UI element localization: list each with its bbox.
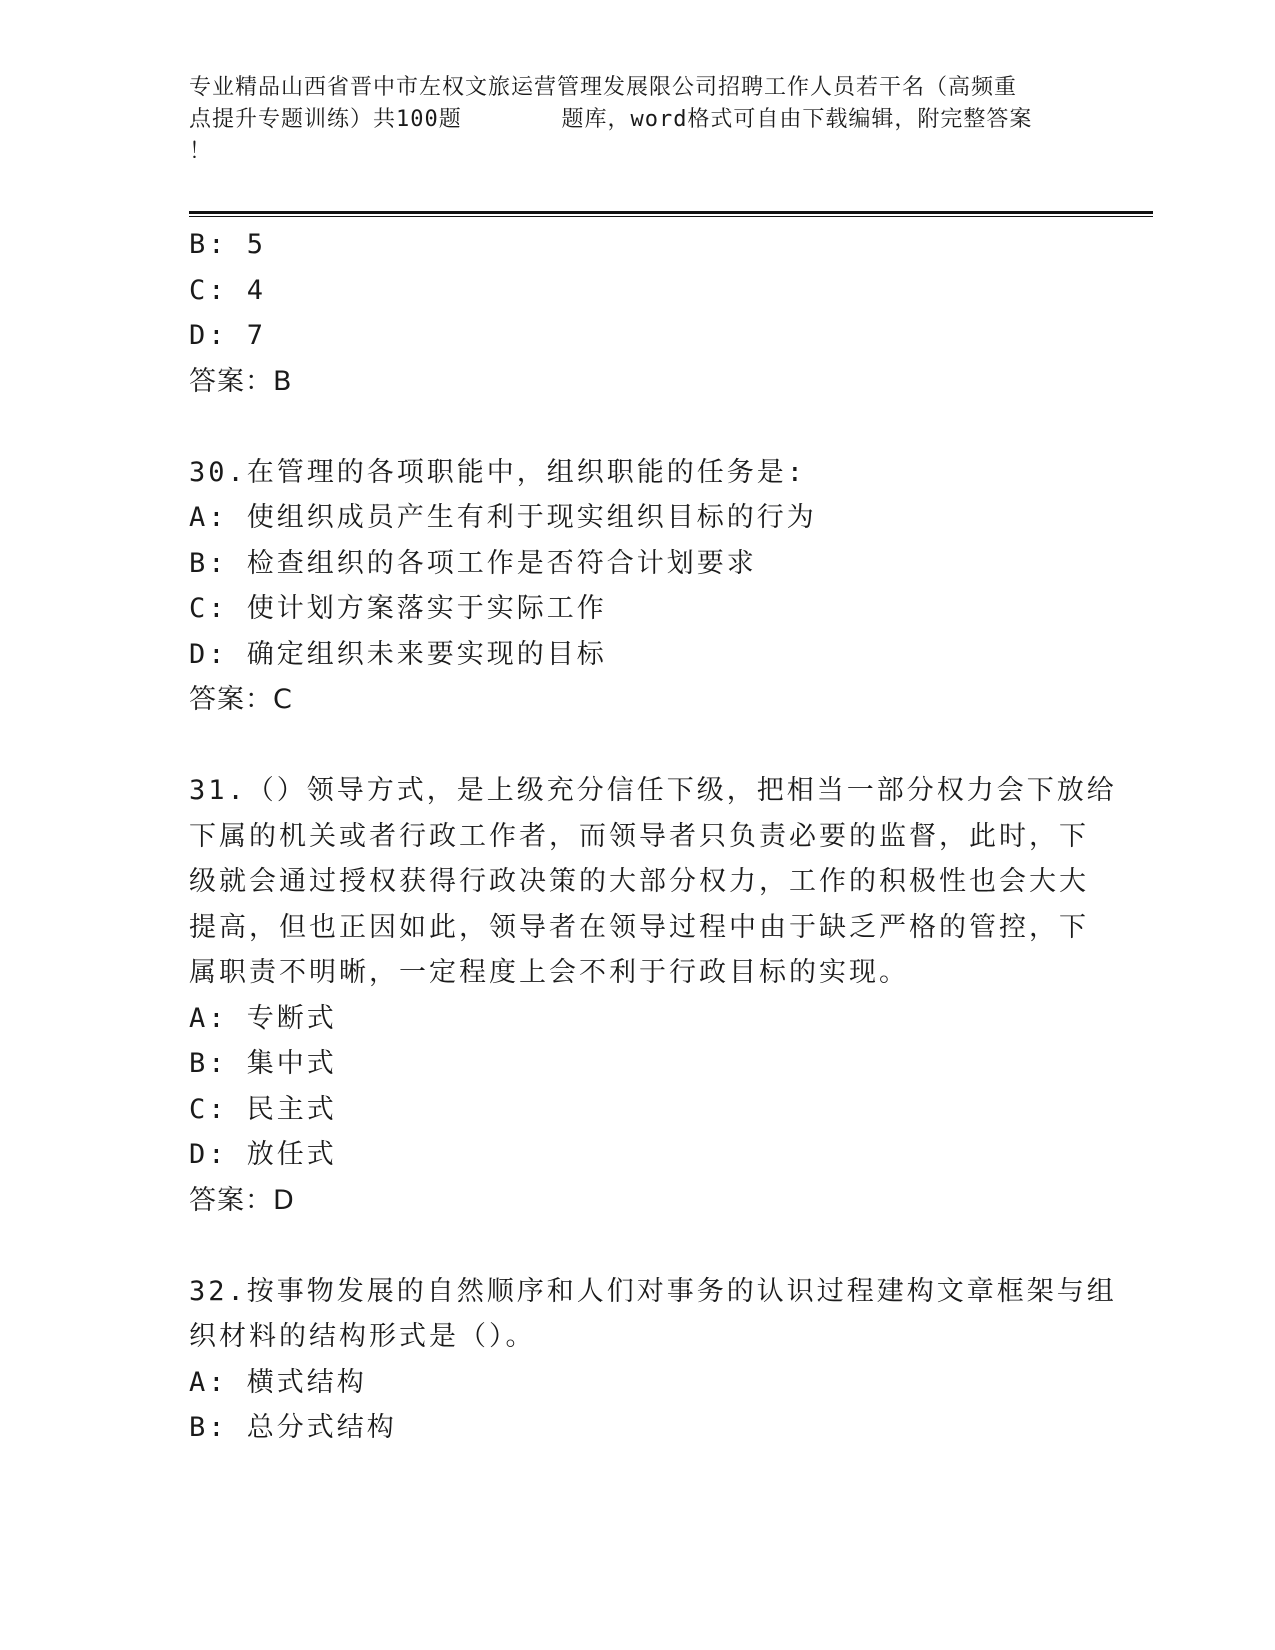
option-b: B: 总分式结构: [189, 1412, 397, 1443]
question-content: [189, 222, 1117, 1451]
option-b: B: 5: [189, 229, 267, 260]
header-title-line-1: 专业精品山西省晋中市左权文旅运营管理发展限公司招聘工作人员若干名（高频重: [189, 75, 1018, 100]
option-b: B: 检查组织的各项工作是否符合计划要求: [189, 547, 757, 579]
answer-label: 答案：D: [189, 1184, 295, 1216]
question-stem-line: 32.按事物发展的自然顺序和人们对事务的认识过程建构文章框架与组: [189, 1275, 1117, 1307]
option-d: D: 7: [189, 320, 267, 351]
option-c: C: 4: [189, 274, 267, 306]
option-a: A: 横式结构: [189, 1366, 367, 1398]
option-a: A: 专断式: [189, 1002, 337, 1034]
question-stem-line: 提高，但也正因如此，领导者在领导过程中由于缺乏严格的管控，下: [189, 911, 1089, 943]
header-divider-thin: [189, 216, 1153, 217]
question-30-block: [189, 450, 1089, 723]
question-stem-line: 属职责不明晰，一定程度上会不利于行政目标的实现。: [189, 957, 909, 988]
header-title-line-2: 点提升专题训练）共100题 题库，word格式可自由下载编辑，附完整答案: [189, 107, 1033, 132]
option-b: B: 集中式: [189, 1048, 337, 1079]
question-32-block: [189, 1269, 1117, 1451]
question-stem-line: 织材料的结构形式是（）。: [189, 1321, 536, 1352]
spacer: [189, 1223, 1089, 1269]
spacer: [189, 723, 1089, 769]
question-stem-line: 31.（）领导方式，是上级充分信任下级，把相当一部分权力会下放给: [189, 775, 1117, 806]
spacer: [189, 404, 1089, 450]
header-title-line-3: ！: [189, 139, 213, 164]
question-stem-line: 级就会通过授权获得行政决策的大部分权力，工作的积极性也会大大: [189, 866, 1089, 897]
answer-label: 答案：B: [189, 365, 293, 397]
answer-label: 答案：C: [189, 684, 293, 715]
option-a: A: 使组织成员产生有利于现实组织目标的行为: [189, 502, 817, 533]
document-header: [189, 72, 1089, 168]
option-d: D: 放任式: [189, 1139, 337, 1170]
option-d: D: 确定组织未来要实现的目标: [189, 638, 607, 670]
question-stem: 30.在管理的各项职能中，组织职能的任务是:: [189, 456, 807, 488]
header-divider-thick: [189, 211, 1153, 214]
question-stem-line: 下属的机关或者行政工作者，而领导者只负责必要的监督，此时，下: [189, 820, 1089, 852]
option-c: C: 使计划方案落实于实际工作: [189, 593, 607, 624]
option-c: C: 民主式: [189, 1093, 337, 1125]
question-29-block: [189, 222, 1089, 404]
question-31-block: [189, 768, 1117, 1223]
